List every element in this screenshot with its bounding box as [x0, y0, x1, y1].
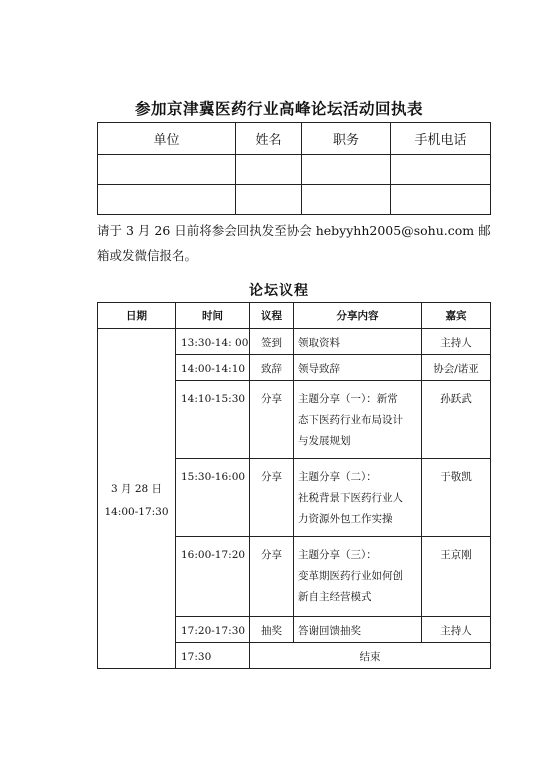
time-cell: 15:30-16:00: [176, 459, 250, 537]
content-line: 变革期医药行业如何创: [298, 570, 403, 582]
agenda-date-range: 14:00-17:30: [104, 505, 169, 518]
content-line: 领取资料: [298, 337, 340, 349]
end-time-cell: 17:30: [176, 643, 250, 669]
item-cell: 签到: [250, 329, 294, 355]
blank-cell[interactable]: [391, 185, 491, 215]
header-name: 姓名: [236, 123, 302, 155]
time-cell: 14:00-14:10: [176, 355, 250, 381]
document-title: 参加京津冀医药行业高峰论坛活动回执表: [134, 99, 423, 118]
content-cell: [294, 355, 422, 381]
content-line: 社税背景下医药行业人: [298, 492, 403, 504]
blank-cell[interactable]: [98, 185, 236, 215]
agenda-header-row: [98, 303, 491, 329]
content-line: 与发展规划: [298, 435, 351, 447]
reply-blank-row: [98, 185, 491, 215]
content-cell: [294, 381, 422, 459]
item-cell: 抽奖: [250, 617, 294, 643]
item-cell: 分享: [250, 537, 294, 617]
end-label-cell: 结束: [250, 643, 491, 669]
header-item: 议程: [250, 303, 294, 329]
content-line: 答谢回馈抽奖: [298, 625, 361, 637]
content-line: 力资源外包工作实操: [298, 513, 393, 525]
reply-header-row: [98, 123, 491, 155]
content-cell: [294, 617, 422, 643]
content-cell: [294, 459, 422, 537]
guest-cell: 主持人: [422, 329, 491, 355]
reply-blank-row: [98, 155, 491, 185]
header-unit: 单位: [98, 123, 236, 155]
blank-cell[interactable]: [302, 155, 391, 185]
time-cell: 17:20-17:30: [176, 617, 250, 643]
header-time: 时间: [176, 303, 250, 329]
time-cell: 13:30-14: 00: [176, 329, 250, 355]
header-position: 职务: [302, 123, 391, 155]
guest-cell: 协会/诺亚: [422, 355, 491, 381]
table-row: [98, 329, 491, 355]
time-cell: 16:00-17:20: [176, 537, 250, 617]
header-content: 分享内容: [294, 303, 422, 329]
blank-cell[interactable]: [302, 185, 391, 215]
content-cell: [294, 537, 422, 617]
guest-cell: 于敬凯: [422, 459, 491, 537]
registration-note: 请于 3 月 26 日前将参会回执发至协会 hebyyhh2005@sohu.com 邮箱或发微信报名。: [97, 223, 491, 263]
item-cell: 分享: [250, 381, 294, 459]
content-line: 主题分享（一）：新常: [298, 393, 398, 405]
blank-cell[interactable]: [391, 155, 491, 185]
content-line: 态下医药行业布局设计: [298, 414, 403, 426]
item-cell: 分享: [250, 459, 294, 537]
time-cell: 14:10-15:30: [176, 381, 250, 459]
blank-cell[interactable]: [98, 155, 236, 185]
content-cell: [294, 329, 422, 355]
header-guest: 嘉宾: [422, 303, 491, 329]
blank-cell[interactable]: [236, 185, 302, 215]
content-line: 新自主经营模式: [298, 591, 372, 603]
blank-cell[interactable]: [236, 155, 302, 185]
header-date: 日期: [98, 303, 176, 329]
guest-cell: 王京刚: [422, 537, 491, 617]
agenda-title: 论坛议程: [249, 283, 309, 299]
content-line: 主题分享（二）：: [298, 471, 377, 483]
agenda-date: 3 月 28 日: [110, 482, 163, 495]
guest-cell: 孙跃武: [422, 381, 491, 459]
header-phone: 手机电话: [391, 123, 491, 155]
item-cell: 致辞: [250, 355, 294, 381]
agenda-table: [97, 302, 491, 669]
content-line: 领导致辞: [298, 363, 340, 375]
agenda-date-cell: [98, 329, 176, 669]
guest-cell: 主持人: [422, 617, 491, 643]
content-line: 主题分享（三）：: [298, 549, 377, 561]
reply-form-table: [97, 122, 491, 215]
